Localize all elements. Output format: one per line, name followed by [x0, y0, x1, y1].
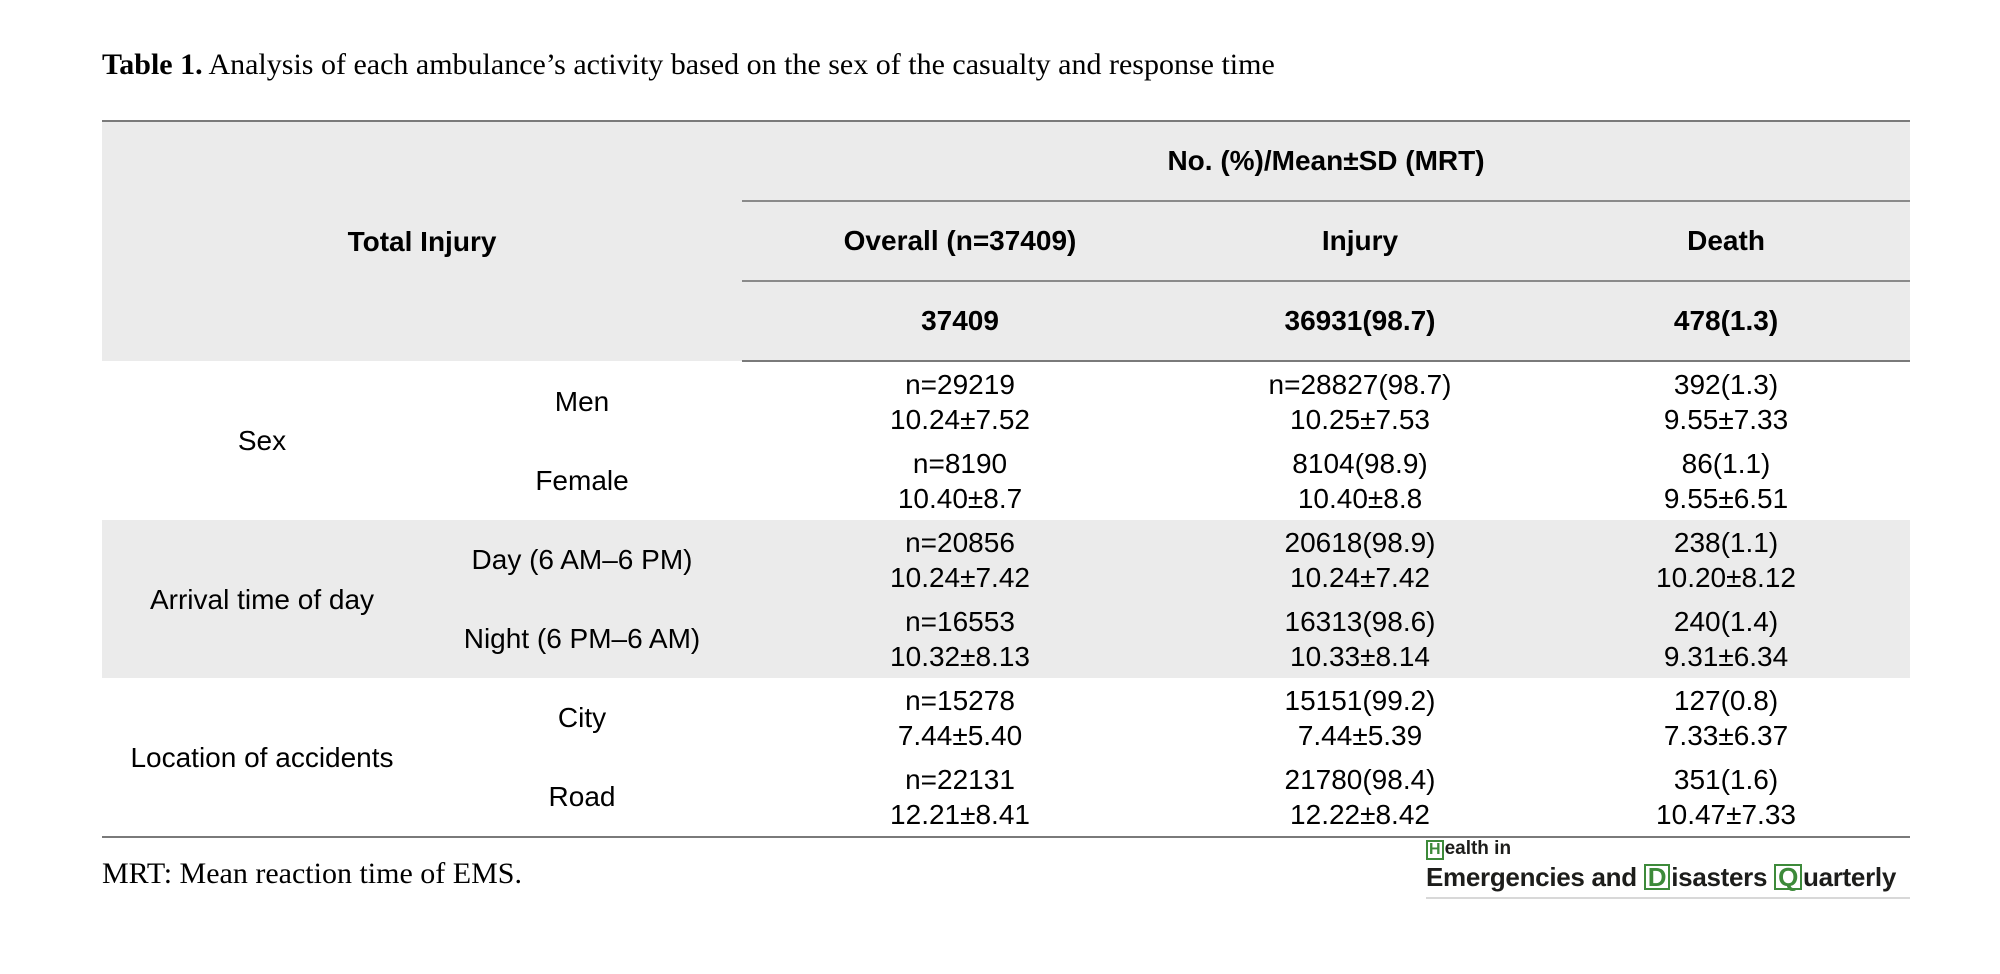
cell-death: 392(1.3) 9.55±7.33	[1663, 368, 1789, 435]
cell-injury: n=28827(98.7) 10.25±7.53	[1268, 368, 1452, 435]
table-row	[102, 520, 1910, 599]
cell-injury: 8104(98.9) 10.40±8.8	[1292, 447, 1428, 514]
row-label: Day (6 AM–6 PM)	[422, 520, 742, 599]
row-label: City	[557, 702, 607, 733]
column-header-overall: Overall (n=37409)	[742, 201, 1178, 281]
row-label: Road	[422, 757, 742, 837]
group-label-location: Location of accidents	[102, 678, 422, 837]
logo-letter-box: H	[1426, 840, 1444, 860]
group-label-sex: Sex	[237, 425, 287, 456]
header-row-1	[102, 121, 1910, 201]
cell-overall: n=15278 7.44±5.40	[897, 684, 1023, 751]
cell-injury: 21780(98.4) 12.22±8.42	[1178, 757, 1542, 837]
table-row	[102, 678, 1910, 757]
group-label-arrival-time: Arrival time of day	[102, 520, 422, 678]
total-death: 478(1.3)	[1542, 281, 1910, 361]
cell-injury: 20618(98.9) 10.24±7.42	[1178, 520, 1542, 599]
table-caption-label: Table 1.	[102, 48, 203, 81]
cell-death: 127(0.8) 7.33±6.37	[1663, 684, 1789, 751]
logo-letter-box: D	[1644, 864, 1670, 890]
cell-injury: 15151(99.2) 7.44±5.39	[1284, 684, 1436, 751]
cell-death: 351(1.6) 10.47±7.33	[1542, 757, 1910, 837]
table-footnote: MRT: Mean reaction time of EMS.	[102, 857, 522, 890]
row-label: Female	[535, 465, 629, 496]
cell-injury: 16313(98.6) 10.33±8.14	[1178, 599, 1542, 678]
logo-line-1	[1426, 838, 1910, 860]
table-caption-text: Analysis of each ambulance’s activity based on the sex of the casualty and response time	[208, 48, 1275, 81]
total-injury: 36931(98.7)	[1178, 281, 1542, 361]
total-overall: 37409	[742, 281, 1178, 361]
cell-overall: n=22131 12.21±8.41	[742, 757, 1178, 837]
cell-overall: n=20856 10.24±7.42	[742, 520, 1178, 599]
cell-death: 238(1.1) 10.20±8.12	[1542, 520, 1910, 599]
data-table	[102, 120, 1910, 838]
row-label: Men	[554, 385, 610, 417]
group-header: No. (%)/Mean±SD (MRT)	[742, 121, 1910, 201]
logo-text: uarterly	[1803, 862, 1896, 892]
cell-overall: n=8190 10.40±8.7	[897, 447, 1023, 514]
table-caption	[102, 48, 1275, 82]
cell-death: 86(1.1) 9.55±6.51	[1663, 447, 1789, 514]
cell-overall: n=16553 10.32±8.13	[742, 599, 1178, 678]
cell-overall: n=29219 10.24±7.52	[890, 368, 1030, 435]
cell-death: 240(1.4) 9.31±6.34	[1542, 599, 1910, 678]
row-label: Night (6 PM–6 AM)	[422, 599, 742, 678]
table-row	[102, 361, 1910, 441]
journal-logo	[1426, 838, 1910, 899]
column-header-injury: Injury	[1178, 201, 1542, 281]
column-header-death: Death	[1542, 201, 1910, 281]
logo-letter-box: Q	[1774, 864, 1802, 890]
logo-text: Emergencies and	[1426, 862, 1644, 892]
logo-line-2	[1426, 860, 1910, 894]
logo-text: isasters	[1671, 862, 1775, 892]
corner-header: Total Injury	[102, 121, 742, 361]
logo-text: ealth in	[1444, 838, 1512, 859]
logo-underline	[1426, 897, 1910, 899]
